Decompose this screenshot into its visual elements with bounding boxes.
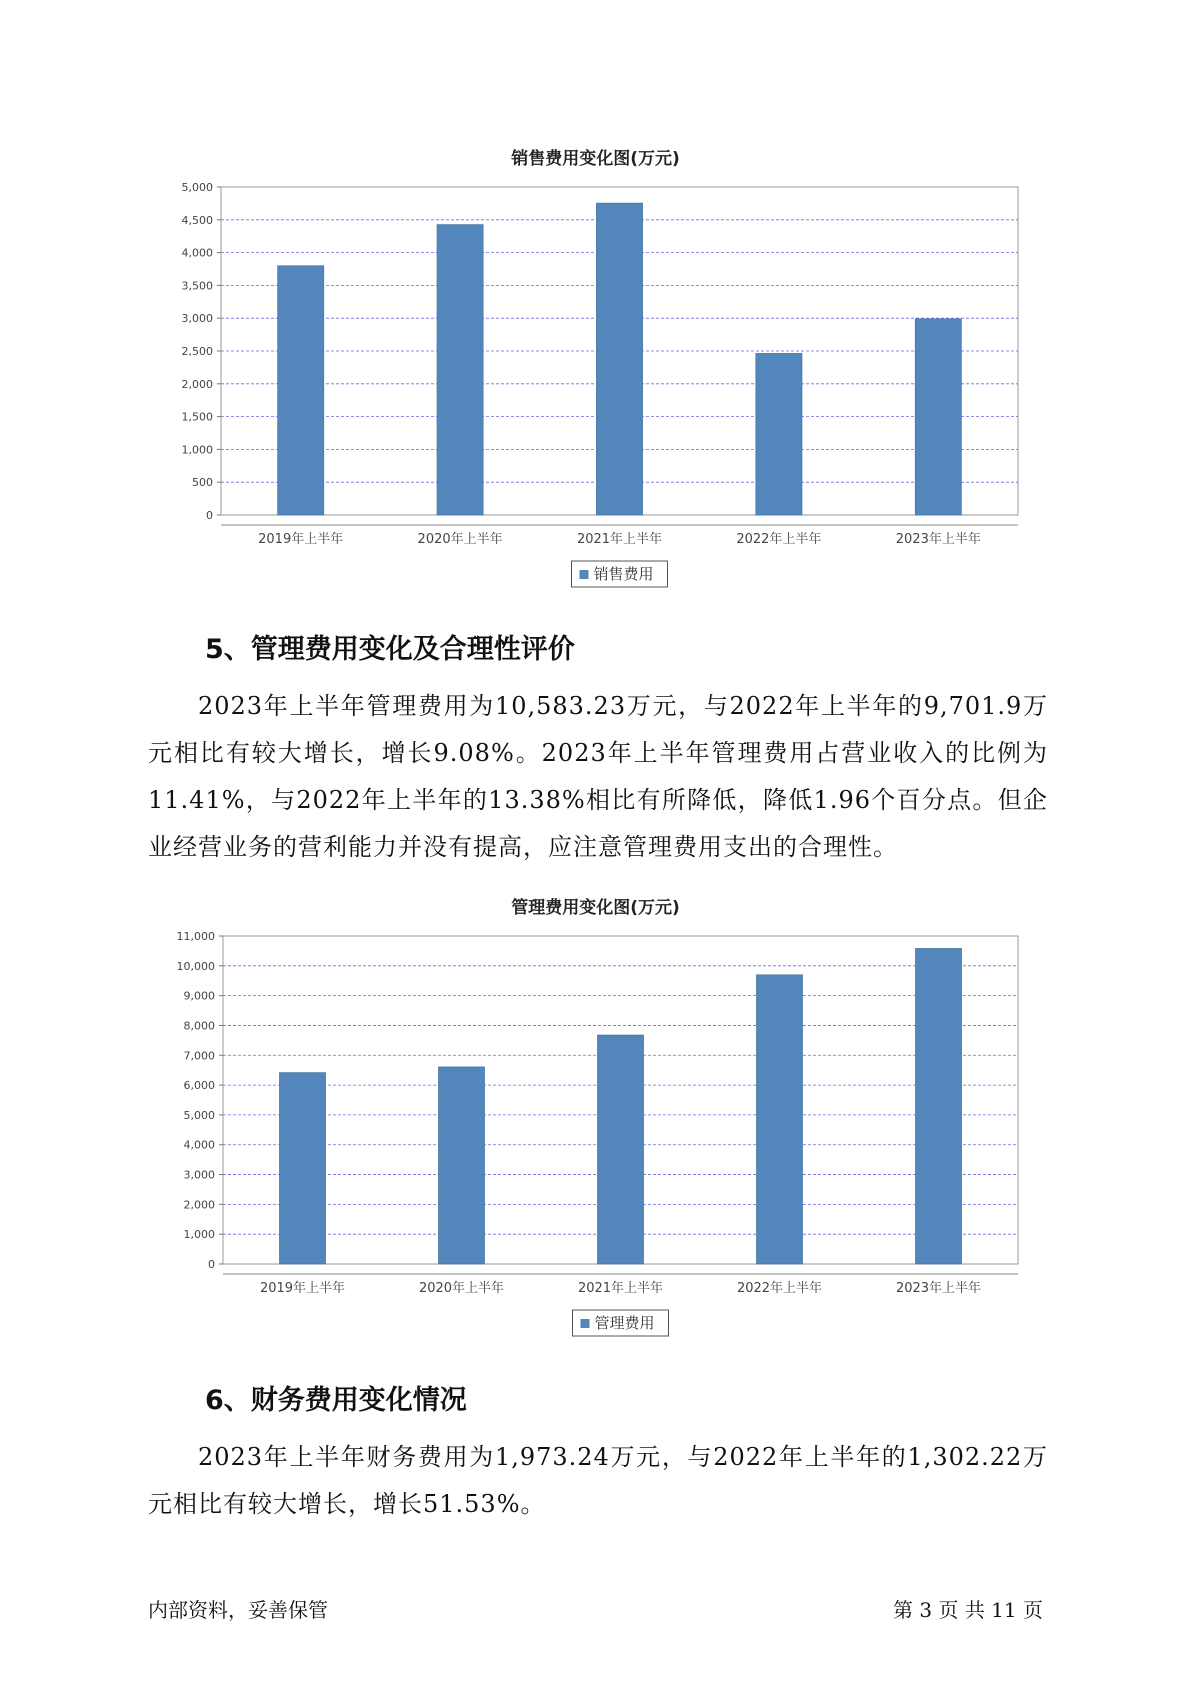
legend-label: 销售费用 — [593, 565, 654, 583]
y-tick-label: 1,000 — [183, 1228, 215, 1242]
sales-expense-chart — [0, 170, 1191, 590]
y-tick-label: 0 — [208, 1258, 215, 1271]
y-tick-label: 5,000 — [181, 181, 213, 194]
section5-paragraph: 2023年上半年管理费用为10,583.23万元，与2022年上半年的9,701.9万元相比有较大增长，增长9.08%。2023年上半年管理费用占营业收入的比例为11.41%，与2022年上半年的13.38%相比有所降低，降低1.96个百分点。但企业经营业务的营利能力并没有提高，应注意管理费用支出的合理性。 — [148, 692, 1048, 861]
y-tick-label: 500 — [192, 476, 213, 490]
y-tick-label: 4,000 — [183, 1138, 215, 1152]
x-tick-label: 2023年上半年 — [895, 532, 981, 547]
bar — [915, 948, 961, 1264]
y-tick-label: 3,500 — [181, 279, 213, 293]
x-tick-label: 2019年上半年 — [259, 1281, 346, 1296]
x-tick-label: 2019年上半年 — [258, 532, 344, 547]
y-tick-label: 0 — [206, 509, 213, 522]
x-tick-label: 2021年上半年 — [576, 532, 663, 547]
y-tick-label: 8,000 — [183, 1019, 215, 1033]
bar — [278, 266, 324, 515]
y-tick-label: 2,000 — [183, 1198, 215, 1212]
footer-confidential-note: 内部资料，妥善保管 — [148, 1598, 328, 1622]
x-tick-label: 2022年上半年 — [736, 1281, 823, 1296]
y-tick-label: 7,000 — [183, 1049, 215, 1063]
chart2-title: 管理费用变化图(万元) — [511, 898, 680, 918]
bar — [279, 1073, 325, 1264]
bar — [756, 353, 802, 515]
x-tick-label: 2023年上半年 — [895, 1281, 982, 1296]
y-tick-label: 3,000 — [181, 312, 213, 326]
y-tick-label: 6,000 — [183, 1079, 215, 1093]
legend-label: 管理费用 — [594, 1314, 655, 1332]
y-tick-label: 11,000 — [176, 930, 215, 943]
legend-swatch — [581, 1319, 590, 1328]
x-tick-label: 2022年上半年 — [736, 532, 822, 547]
y-tick-label: 1,000 — [181, 443, 213, 457]
chart1-title: 销售费用变化图(万元) — [511, 149, 680, 169]
admin-expense-chart — [0, 918, 1191, 1338]
y-tick-label: 4,500 — [181, 213, 213, 227]
bar — [915, 319, 961, 515]
x-tick-label: 2020年上半年 — [418, 1281, 505, 1296]
y-tick-label: 9,000 — [183, 989, 215, 1003]
section5-heading: 5、管理费用变化及合理性评价 — [205, 634, 575, 665]
y-tick-label: 3,000 — [183, 1168, 215, 1182]
y-tick-label: 2,500 — [181, 345, 213, 358]
bar — [756, 975, 802, 1264]
y-tick-label: 10,000 — [176, 959, 215, 973]
y-tick-label: 4,000 — [181, 246, 213, 260]
section6-heading: 6、财务费用变化情况 — [205, 1385, 467, 1416]
x-tick-label: 2021年上半年 — [577, 1281, 664, 1296]
y-tick-label: 5,000 — [183, 1108, 215, 1122]
bar — [596, 203, 642, 515]
section6-paragraph: 2023年上半年财务费用为1,973.24万元，与2022年上半年的1,302.22万元相比有较大增长，增长51.53%。 — [148, 1443, 1048, 1518]
bar — [437, 225, 483, 515]
footer-page-number: 第 3 页 共 11 页 — [893, 1598, 1043, 1622]
x-tick-label: 2020年上半年 — [417, 532, 503, 547]
bar — [438, 1067, 484, 1264]
y-tick-label: 2,000 — [181, 377, 213, 391]
y-tick-label: 1,500 — [181, 410, 213, 424]
legend-swatch — [580, 570, 589, 579]
bar — [597, 1035, 643, 1264]
